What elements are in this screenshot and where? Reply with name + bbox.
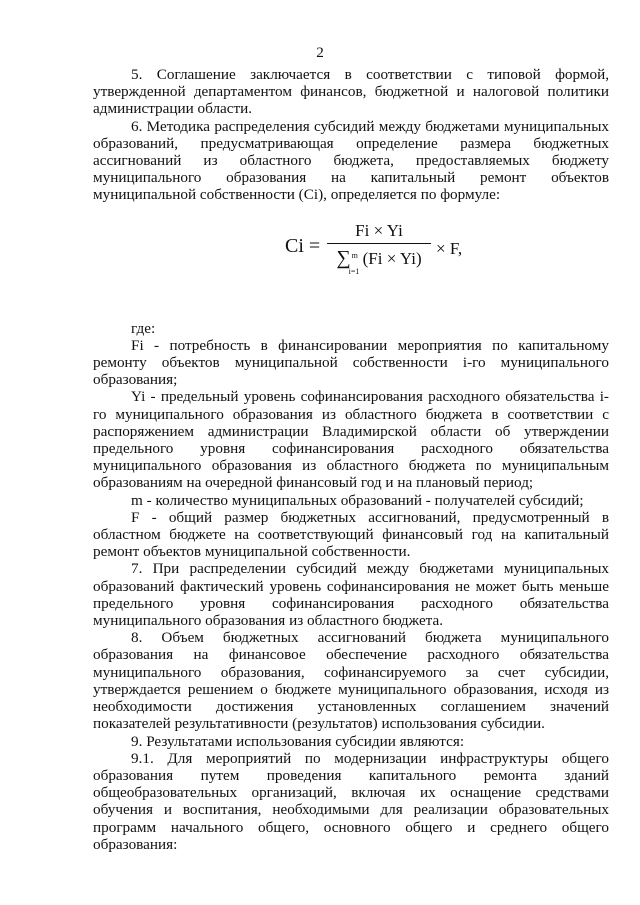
definition-fi: Fi - потребность в финансировании мероприятия по капитальному ремонту объектов муниципальной собственности i-го муниципального образования; <box>93 336 609 389</box>
sum-upper-limit: m <box>351 250 358 260</box>
definition-m: m - количество муниципальных образований - получателей субсидий; <box>131 491 584 509</box>
definition-yi: Yi - предельный уровень софинансирования расходного обязательства i-го муниципального образования из областного бюджета в соответствии с распоряжением администрации Владимирской области об утверждении предельного уровня софинансирования расходного обязательства муниципального образования из областного бюджета по муниципальным образованиям на очередной финансовый год и на плановый период; <box>93 388 609 492</box>
definition-f: F - общий размер бюджетных ассигнований, предусмотренный в областном бюджете на соответствующий финансовый год на капитальный ремонт объектов муниципальной собственности. <box>93 508 609 561</box>
paragraph-7: 7. При распределении субсидий между бюджетами муниципальных образований фактический уровень софинансирования не может быть меньше предельного уровня софинансирования расходного обязательства муниципального образования из областного бюджета. <box>93 560 609 630</box>
paragraph-5: 5. Соглашение заключается в соответствии с типовой формой, утвержденной департаментом финансов, бюджетной и налоговой политики администрации области. <box>93 66 609 118</box>
formula-fraction <box>327 220 431 276</box>
paragraph-8: 8. Объем бюджетных ассигнований бюджета муниципального образования на финансовое обеспечение расходного обязательства муниципального образования, софинансируемого за счет субсидии, утверждается решением о бюджете муниципального образования, исходя из необходимости достижения установленных соглашением значений показателей результативности (результатов) использования субсидии. <box>93 629 609 733</box>
page-number: 2 <box>316 44 324 61</box>
fraction-bar <box>327 243 431 244</box>
formula-rhs: × F, <box>436 238 463 258</box>
paragraph-6: 6. Методика распределения субсидий между бюджетами муниципальных образований, предусматривающая определение размера бюджетных ассигнований из областного бюджета, предоставляемых бюджету муниципального образования на капитальный ремонт объектов муниципальной собственности (Ci), определяется по формуле: <box>93 117 609 204</box>
sum-lower-limit: i=1 <box>348 266 360 276</box>
formula-denominator: (Fi × Yi) <box>362 248 422 268</box>
formula <box>93 218 609 290</box>
paragraph-9-1: 9.1. Для мероприятий по модернизации инфраструктуры общего образования путем проведения капитального ремонта зданий общеобразовательных организаций, включая их оснащение средствами обучения и воспитания, необходимыми для реализации образовательных программ начального общего, основного общего и среднего общего образования: <box>93 749 609 853</box>
sum-symbol: ∑ <box>336 246 351 269</box>
formula-numerator: Fi × Yi <box>355 220 403 240</box>
formula-lhs: Ci = <box>285 234 321 257</box>
paragraph-9: 9. Результатами использования субсидии являются: <box>131 732 465 750</box>
document-body <box>93 66 609 853</box>
where-label: где: <box>131 319 156 337</box>
formula-denominator-group <box>327 245 431 276</box>
